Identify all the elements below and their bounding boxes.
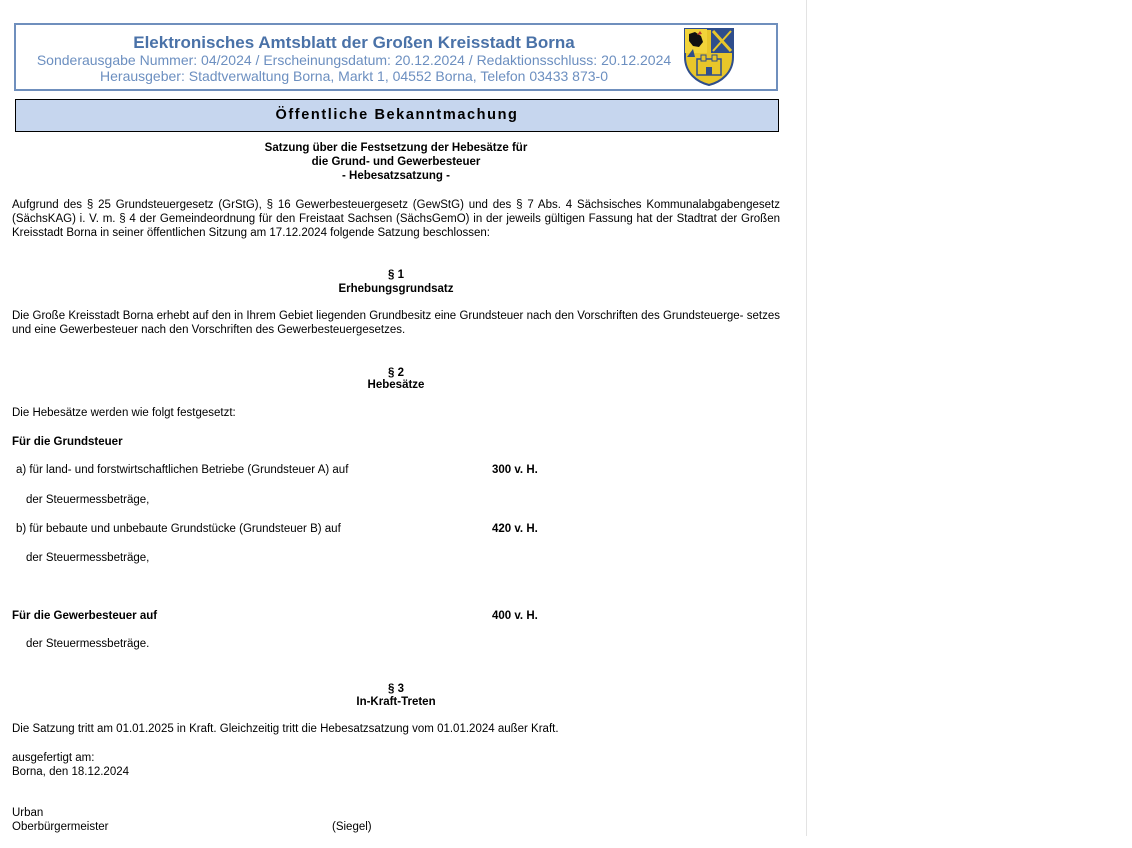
signatory-name: Urban bbox=[12, 807, 44, 819]
section2-intro: Die Hebesätze werden wie folgt festgesetzt: bbox=[12, 407, 236, 419]
section3-title: In-Kraft-Treten bbox=[356, 696, 436, 708]
rate-a-value: 300 v. H. bbox=[492, 464, 538, 476]
gazette-title: Elektronisches Amtsblatt der Großen Kreisstadt Borna bbox=[133, 33, 575, 52]
seal-label: (Siegel) bbox=[332, 821, 372, 833]
section2-title: Hebesätze bbox=[367, 379, 425, 391]
gewerbesteuer-value: 400 v. H. bbox=[492, 610, 538, 622]
section3-text: Die Satzung tritt am 01.01.2025 in Kraft. Gleichzeitig tritt die Hebesatzsatzung vom 01.01.2024 außer Kraft. bbox=[12, 723, 559, 735]
rate-b-value: 420 v. H. bbox=[492, 523, 538, 535]
rate-b-label: b) für bebaute und unbebaute Grundstücke (Grundsteuer B) auf bbox=[16, 523, 341, 535]
issue-info: Sonderausgabe Nummer: 04/2024 / Erscheinungsdatum: 20.12.2024 / Redaktionsschluss: 20.12.2024 bbox=[36, 52, 672, 68]
section2-number: § 2 bbox=[388, 367, 404, 379]
section1-title: Erhebungsgrundsatz bbox=[338, 283, 454, 295]
doc-title-line2: die Grund- und Gewerbesteuer bbox=[311, 156, 481, 168]
rate-a-label: a) für land- und forstwirtschaftlichen Betriebe (Grundsteuer A) auf bbox=[16, 464, 349, 476]
doc-title-line1: Satzung über die Festsetzung der Hebesätze für bbox=[264, 142, 528, 154]
notice-banner: Öffentliche Bekanntmachung bbox=[15, 99, 779, 132]
doc-title-line3: - Hebesatzsatzung - bbox=[342, 170, 450, 182]
issued-label: ausgefertigt am: bbox=[12, 752, 95, 764]
rate-a-suffix: der Steuermessbeträge, bbox=[26, 494, 150, 506]
gazette-header bbox=[14, 23, 778, 91]
signatory-role: Oberbürgermeister bbox=[12, 821, 109, 833]
preamble: Aufgrund des § 25 Grundsteuergesetz (GrStG), § 16 Gewerbesteuergesetz (GewStG) und des § 7 Abs. 4 Sächsisches Kommunalabgabengesetz (SächsKAG) i. V. m. § 4 der Gemeindeordnung für den Freistaat Sachsen (SächsGemO) in der jeweils gültigen Fassung hat der Stadtrat der Großen Kreisstadt Borna in seiner öffentlichen Sitzung am 17.12.2024 folgende Satzung beschlossen: bbox=[12, 199, 780, 239]
section1-number: § 1 bbox=[388, 269, 404, 281]
section1-text: Die Große Kreisstadt Borna erhebt auf den in Ihrem Gebiet liegenden Grundbesitz eine Grundsteuer nach den Vorschriften des Grundsteuerge- setzes und eine Gewerbesteuer nach den Vorschriften des Gewerbesteuergesetzes. bbox=[12, 310, 780, 336]
gewerbesteuer-suffix: der Steuermessbeträge. bbox=[26, 638, 150, 650]
rate-b-suffix: der Steuermessbeträge, bbox=[26, 552, 150, 564]
publisher-info: Herausgeber: Stadtverwaltung Borna, Markt 1, 04552 Borna, Telefon 03433 873-0 bbox=[100, 68, 608, 84]
gewerbesteuer-label: Für die Gewerbesteuer auf bbox=[12, 610, 158, 622]
place-date: Borna, den 18.12.2024 bbox=[12, 766, 130, 778]
grundsteuer-heading: Für die Grundsteuer bbox=[12, 436, 123, 448]
coat-of-arms-icon bbox=[683, 27, 735, 87]
section3-number: § 3 bbox=[388, 683, 404, 695]
